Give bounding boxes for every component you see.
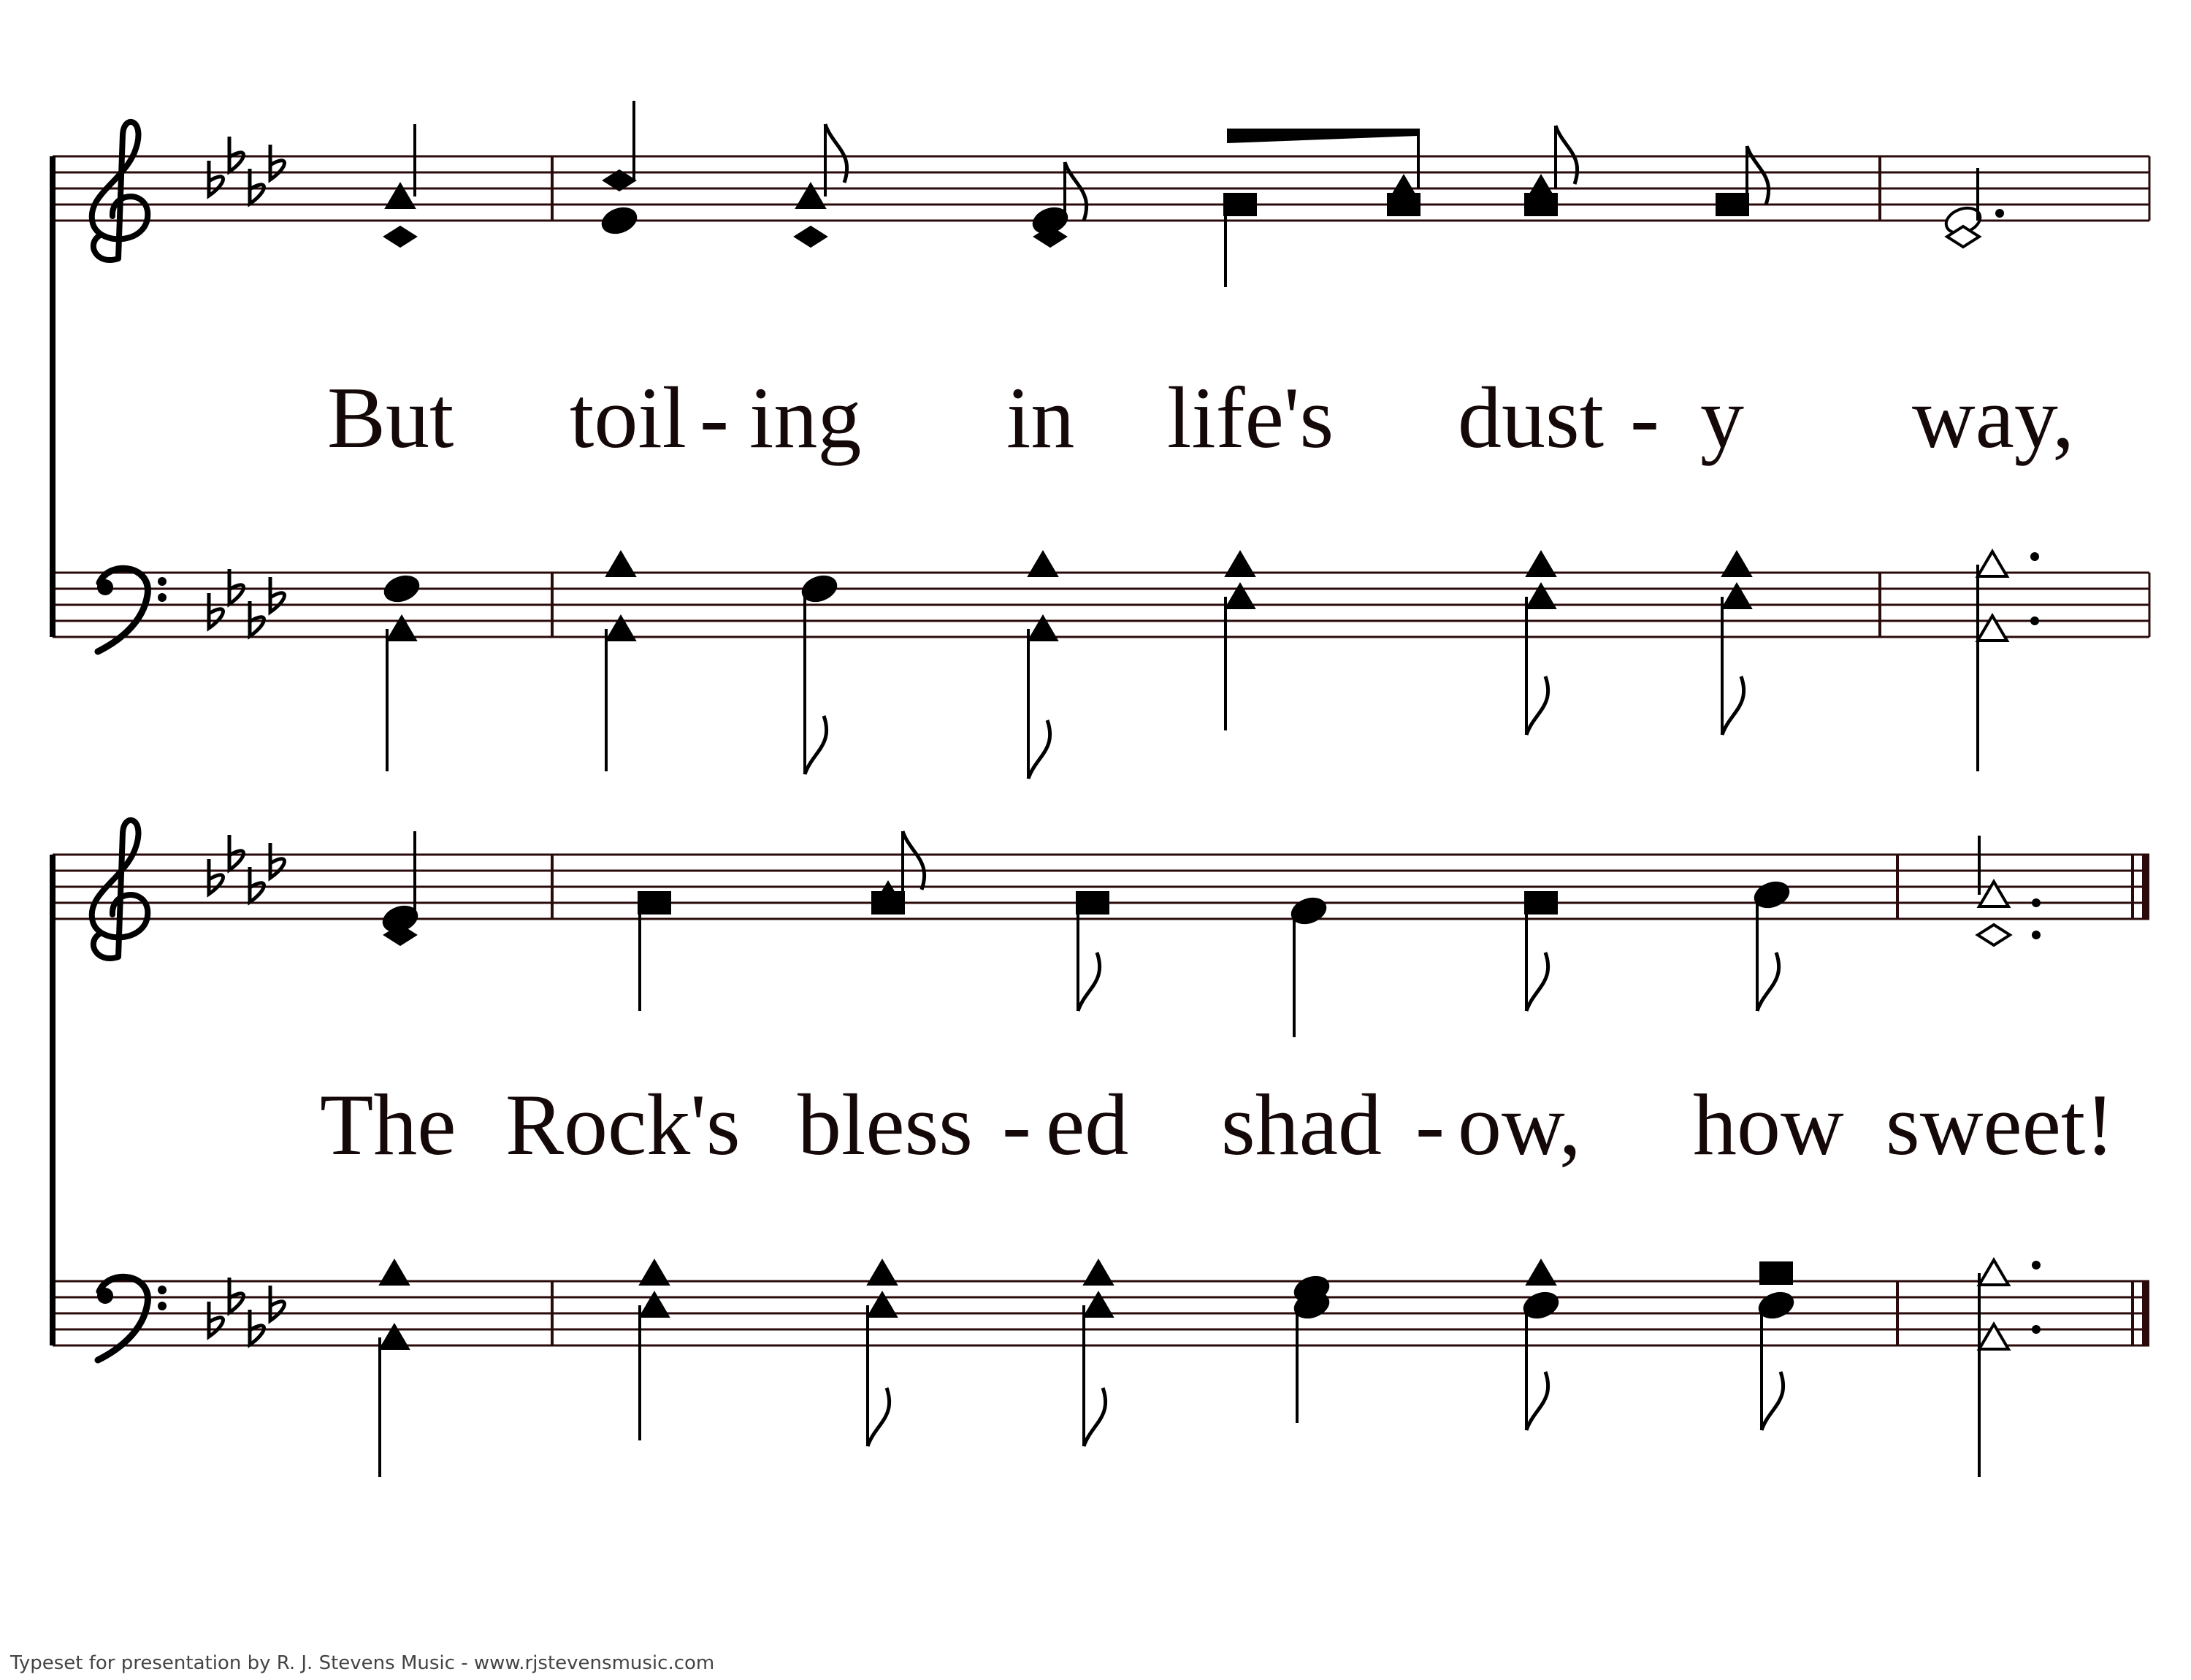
note-head <box>1978 616 2007 641</box>
augmentation-dot <box>2030 552 2039 561</box>
note-head <box>1028 616 1058 641</box>
augmentation-dot <box>2030 616 2039 625</box>
bass-clef <box>97 568 167 652</box>
augmentation-dot <box>1995 209 2004 218</box>
note-flag <box>1526 1372 1548 1430</box>
note-head <box>1225 551 1255 576</box>
note-flag <box>805 716 827 774</box>
note-head <box>1722 551 1751 576</box>
note-head <box>1028 551 1058 576</box>
note-head <box>1978 551 2007 576</box>
lyric-syllable: in <box>1006 369 1075 466</box>
beam <box>1227 129 1418 143</box>
note-head <box>1526 551 1556 576</box>
note-head <box>1979 882 2008 906</box>
note-head <box>599 204 640 237</box>
lyric-syllable: - <box>1415 1076 1445 1173</box>
note-head <box>384 226 416 247</box>
flat-sign <box>209 859 223 894</box>
flat-sign <box>270 577 285 612</box>
note-head <box>796 183 825 208</box>
note-flag <box>1084 1388 1106 1446</box>
note-head <box>868 1292 897 1317</box>
note-head <box>1084 1260 1113 1285</box>
lyric-syllable: ed <box>1046 1076 1129 1173</box>
note-head <box>640 1260 669 1285</box>
flat-sign <box>229 835 244 870</box>
note-head <box>606 551 635 576</box>
lyric-syllable: - <box>1002 1076 1031 1173</box>
treble-clef-path <box>92 820 148 958</box>
augmentation-dot <box>2032 1261 2041 1269</box>
augmentation-dot <box>2032 1325 2041 1334</box>
note-flag <box>1065 162 1087 221</box>
bass-clef-dot <box>97 579 113 595</box>
bass-clef <box>97 1277 167 1360</box>
note-flag <box>1762 1372 1783 1430</box>
note-head <box>1084 1292 1113 1317</box>
note-flag <box>868 1388 890 1446</box>
lyric-syllable: ow, <box>1458 1076 1581 1173</box>
note-head <box>1722 584 1751 608</box>
bass-clef-dot <box>158 577 167 586</box>
lyric-syllable: y <box>1700 369 1744 466</box>
flat-sign <box>250 169 264 204</box>
flat-sign <box>250 601 264 636</box>
note-flag <box>1078 952 1100 1011</box>
treble-clef <box>92 820 148 958</box>
note-head <box>1225 584 1255 608</box>
note-head <box>1525 194 1557 215</box>
lyric-syllable: dust <box>1458 369 1605 466</box>
note-head <box>1224 194 1256 215</box>
note-flag <box>1722 676 1744 735</box>
note-head <box>380 1260 409 1285</box>
flat-sign <box>209 1302 223 1337</box>
flat-sign <box>250 867 264 902</box>
note-head <box>1526 1260 1556 1285</box>
lyric-syllable: way, <box>1912 369 2075 466</box>
lyric-syllable: how <box>1693 1076 1844 1173</box>
note-head <box>381 572 422 606</box>
note-flag <box>1028 720 1050 779</box>
note-head <box>387 616 416 641</box>
flat-sign <box>270 1286 285 1321</box>
augmentation-dot <box>2032 931 2041 939</box>
note-head <box>1525 892 1557 914</box>
footer-credit: Typeset for presentation by R. J. Stevens Music - www.rjstevensmusic.com <box>10 1652 715 1674</box>
lyric-syllable: ing <box>749 369 862 466</box>
note-head <box>795 226 827 247</box>
lyric-syllable: shad <box>1221 1076 1382 1173</box>
note-flag <box>825 124 847 183</box>
note-head <box>640 1292 669 1317</box>
note-head <box>1760 1262 1792 1284</box>
note-head <box>1978 925 2010 945</box>
note-flag <box>1556 126 1578 184</box>
bass-clef-dot <box>158 1302 167 1310</box>
lyric-syllable: The <box>320 1076 456 1173</box>
flat-sign <box>229 137 244 172</box>
lyric-syllable: - <box>1630 369 1659 466</box>
flat-sign <box>229 1278 244 1313</box>
note-head <box>868 1260 897 1285</box>
note-head <box>1716 194 1748 215</box>
note-head <box>638 892 670 914</box>
lyric-syllable: - <box>700 369 729 466</box>
treble-clef <box>92 122 148 260</box>
note-flag <box>1757 952 1779 1011</box>
note-head <box>1979 1260 2008 1285</box>
note-flag <box>1526 676 1548 735</box>
note-flag <box>903 831 925 890</box>
note-head <box>1526 584 1556 608</box>
lyric-syllable: sweet! <box>1886 1076 2115 1173</box>
bass-clef-dot <box>97 1288 113 1304</box>
lyrics-layer <box>320 369 2114 1173</box>
note-head <box>1979 1324 2008 1349</box>
note-flag <box>1747 146 1769 205</box>
lyric-syllable: Rock's <box>505 1076 741 1173</box>
bass-clef-dot <box>158 593 167 602</box>
flat-sign <box>229 569 244 604</box>
note-head <box>386 183 415 208</box>
flat-sign <box>270 843 285 878</box>
lyric-syllable: toil <box>570 369 687 466</box>
note-head <box>380 1324 409 1349</box>
augmentation-dot <box>2032 898 2041 907</box>
note-head <box>872 892 904 914</box>
lyric-syllable: life's <box>1167 369 1334 466</box>
flat-sign <box>250 1310 264 1345</box>
note-head <box>1077 892 1109 914</box>
note-flag <box>1526 952 1548 1011</box>
note-head <box>606 616 635 641</box>
flat-sign <box>209 593 223 628</box>
treble-clef-path <box>92 122 148 260</box>
notation <box>53 101 2149 1477</box>
lyric-syllable: But <box>327 369 454 466</box>
lyric-syllable: bless <box>798 1076 973 1173</box>
flat-sign <box>270 145 285 180</box>
flat-sign <box>209 161 223 196</box>
bass-clef-dot <box>158 1286 167 1294</box>
